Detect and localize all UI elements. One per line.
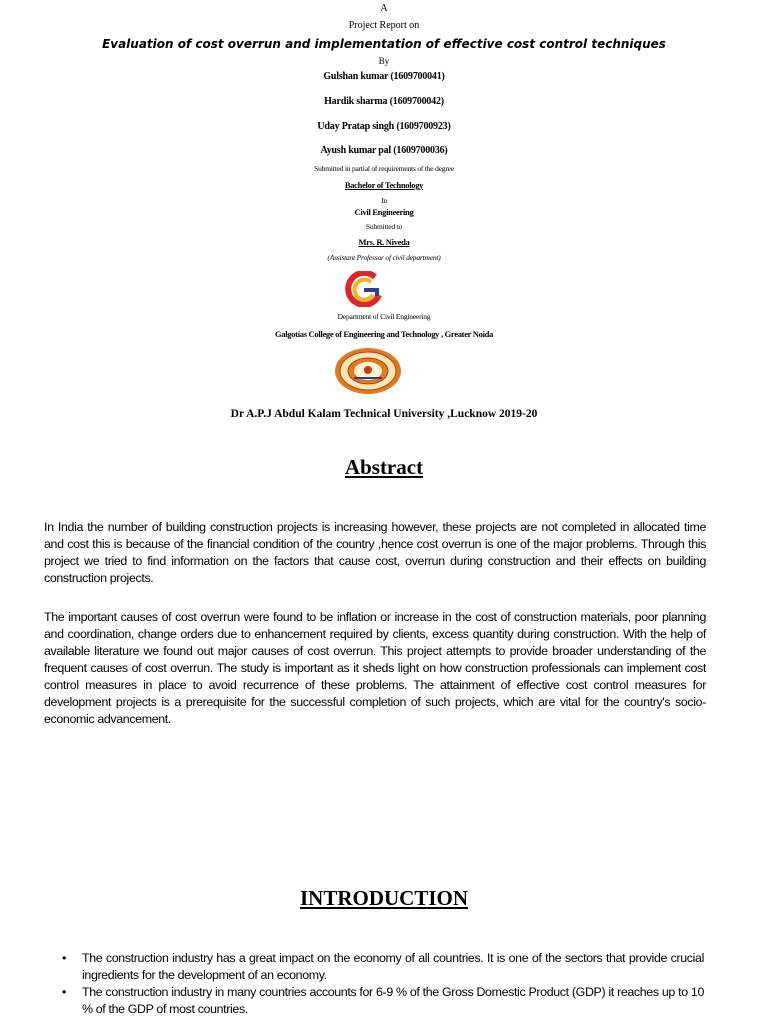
abstract-paragraph-2: The important causes of cost overrun were found to be inflation or increase in the cost of construction materials, poor planning and coordination, change orders due to enhancement required by clients, excess quantity during construction. With the help of available literature we found out major causes of cost overrun. This project attempts to provide broader understanding of the frequent causes of cost overrun. The study is important as it sheds light on how construction professionals can implement cost control measures in place to avoid recurrence of these problems. The attainment of effective cost control measures for development projects is a prerequisite for the successful completion of such projects, which are vital for the country's socio-economic advancement. xyxy=(44,610,706,726)
by-label: By xyxy=(378,56,390,66)
author-2: Hardik sharma (1609700042) xyxy=(324,96,444,107)
department-name: Department of Civil Engineering xyxy=(337,312,431,321)
guide-name: Mrs. R. Niveda xyxy=(358,237,410,247)
author-1: Gulshan kumar (1609700041) xyxy=(323,71,445,82)
introduction-bullets xyxy=(62,950,704,1018)
list-item xyxy=(62,984,704,1018)
abstract-paragraph-1: In India the number of building construction projects is increasing however, these projects are not completed in allocated time and cost this is because of the financial condition of the country ,hence cost overrun is one of the major problems. Through this project we tried to find information on the factors that cause cost, overrun during construction and their effects on building construction projects. xyxy=(44,520,706,585)
bullet-icon: • xyxy=(62,951,66,965)
list-item-text: The construction industry has a great impact on the economy of all countries. It is one of the sectors that provide crucial ingredients for the development of an economy. xyxy=(82,951,704,982)
university-name: Dr A.P.J Abdul Kalam Technical University ,Lucknow 2019-20 xyxy=(230,408,538,420)
college-name: Galgotias College of Engineering and Technology , Greater Noida xyxy=(274,329,494,339)
list-item xyxy=(62,950,704,984)
in-label: In xyxy=(381,196,387,205)
abstract-heading: Abstract xyxy=(344,455,424,479)
list-item-text: The construction industry in many countries accounts for 6-9 % of the Gross Domestic Product (GDP) it reaches up to 10 % of the GDP of most countries. xyxy=(82,985,704,1016)
project-report-label: Project Report on xyxy=(348,20,420,31)
author-4: Ayush kumar pal (1609700036) xyxy=(320,145,448,156)
introduction-heading: INTRODUCTION xyxy=(299,886,469,910)
report-title: Evaluation of cost overrun and implementation of effective cost control techniques xyxy=(102,37,666,51)
college-logo-icon xyxy=(344,271,384,307)
cover-letter-a: A xyxy=(380,3,388,14)
bullet-icon: • xyxy=(62,985,66,999)
university-seal-icon xyxy=(333,346,403,396)
branch-name: Civil Engineering xyxy=(354,207,414,217)
submitted-to-label: Submitted to xyxy=(365,222,403,231)
submission-note: Submitted in partial of requirements of the degree xyxy=(314,164,454,173)
author-3: Uday Pratap singh (1609700923) xyxy=(317,121,451,132)
guide-role: (Assistant Professor of civil department) xyxy=(327,253,441,262)
degree-name: Bachelor of Technology xyxy=(344,180,424,190)
